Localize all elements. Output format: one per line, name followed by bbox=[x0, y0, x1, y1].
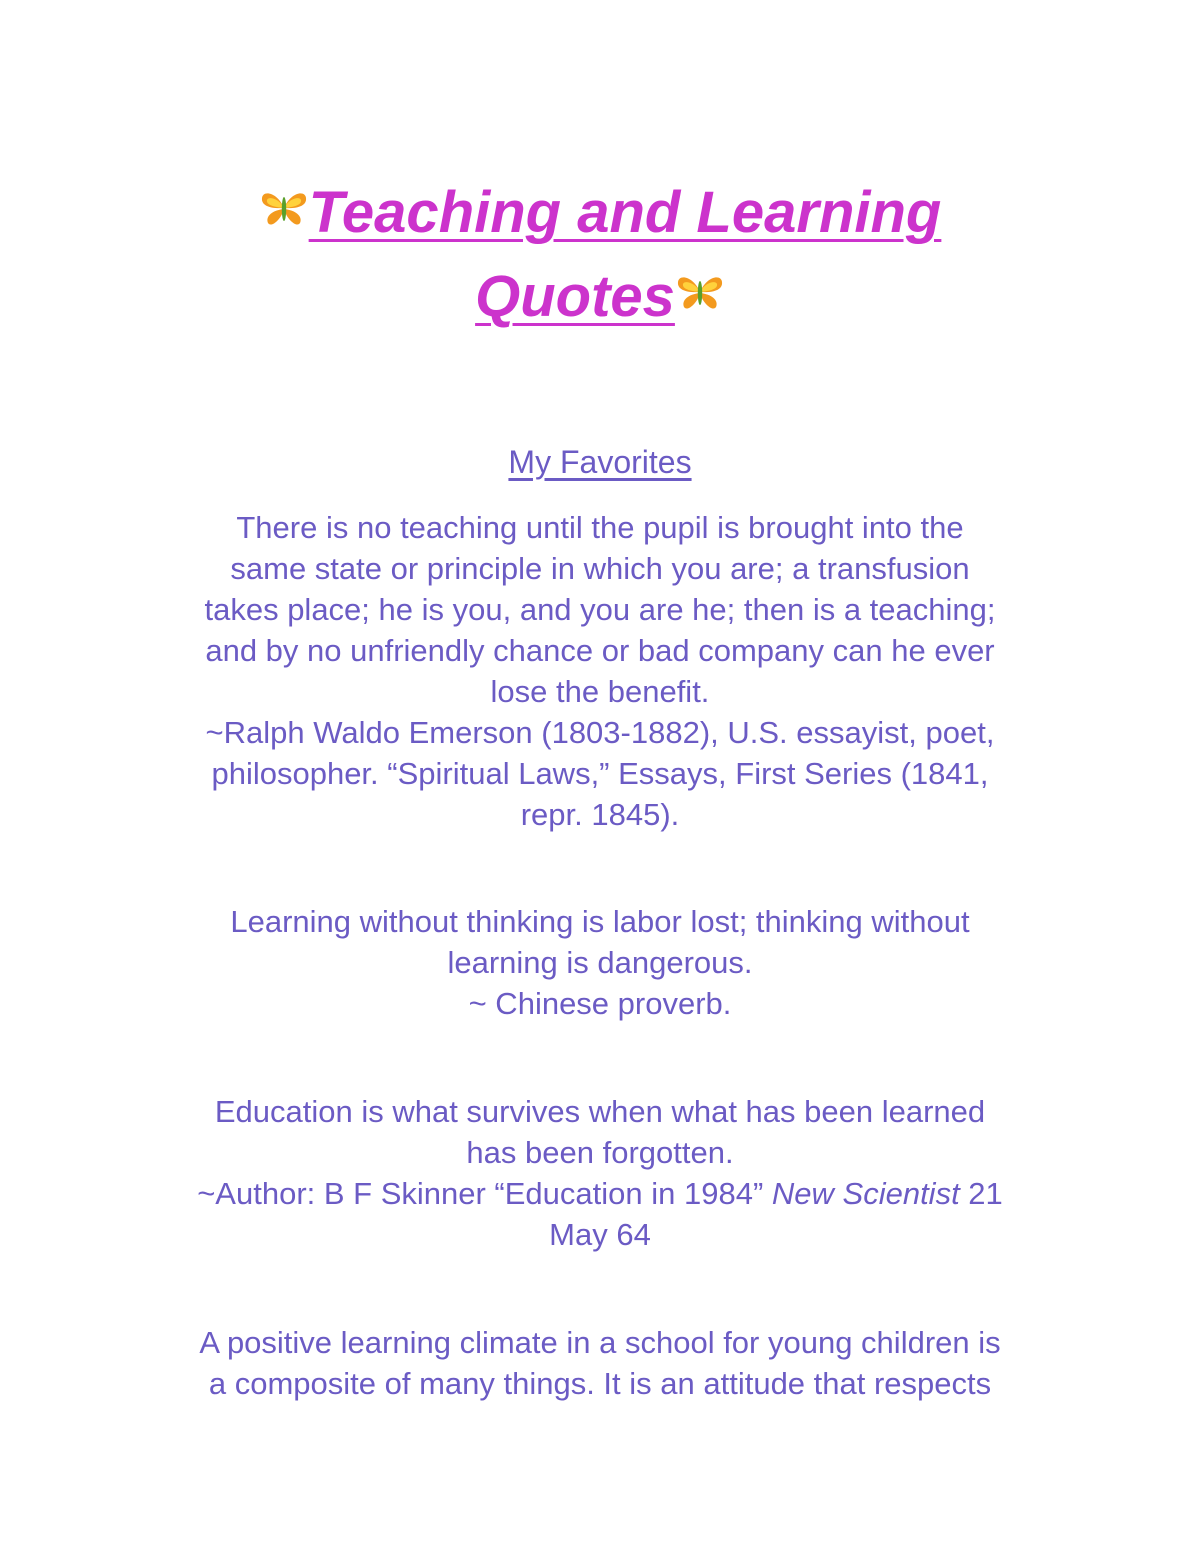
quote-1-line: and by no unfriendly chance or bad company can he ever bbox=[205, 633, 995, 668]
citation-text: ~Author: B F Skinner “Education in 1984” bbox=[197, 1176, 772, 1211]
butterfly-icon bbox=[259, 188, 309, 228]
quote-1-line: same state or principle in which you are; a transfusion bbox=[230, 551, 970, 586]
title-text: Quotes bbox=[475, 264, 675, 329]
quote-1-attribution: philosopher. “Spiritual Laws,” Essays, First Series (1841, bbox=[211, 756, 989, 791]
quote-1-attribution: repr. 1845). bbox=[520, 797, 680, 832]
quote-3-line: Education is what survives when what has been learned bbox=[214, 1094, 986, 1129]
quote-1-line: There is no teaching until the pupil is brought into the bbox=[236, 510, 964, 545]
quote-2-line: learning is dangerous. bbox=[447, 945, 753, 980]
quote-2-line: Learning without thinking is labor lost; thinking without bbox=[230, 904, 970, 939]
quote-4-line: a composite of many things. It is an attitude that respects bbox=[208, 1366, 992, 1401]
butterfly-icon bbox=[675, 272, 725, 312]
title-text: Teaching and Learning bbox=[308, 180, 942, 245]
quote-3-attribution bbox=[0, 1174, 1200, 1214]
quote-1-line: lose the benefit. bbox=[490, 674, 710, 709]
quote-4-line: A positive learning climate in a school for young children is bbox=[199, 1325, 1001, 1360]
quote-3-attribution: May 64 bbox=[549, 1217, 651, 1252]
quote-1-attribution: ~Ralph Waldo Emerson (1803-1882), U.S. essayist, poet, bbox=[205, 715, 995, 750]
citation-date: 21 bbox=[959, 1176, 1003, 1211]
document-title-line-1 bbox=[0, 178, 1200, 248]
section-heading-text: My Favorites bbox=[508, 444, 692, 480]
quote-1-line: takes place; he is you, and you are he; then is a teaching; bbox=[204, 592, 996, 627]
citation-publication: New Scientist bbox=[771, 1176, 960, 1211]
quote-2-attribution: ~ Chinese proverb. bbox=[468, 986, 732, 1021]
quote-3-line: has been forgotten. bbox=[466, 1135, 734, 1170]
document-title-line-2 bbox=[0, 262, 1200, 332]
section-heading bbox=[0, 440, 1200, 484]
